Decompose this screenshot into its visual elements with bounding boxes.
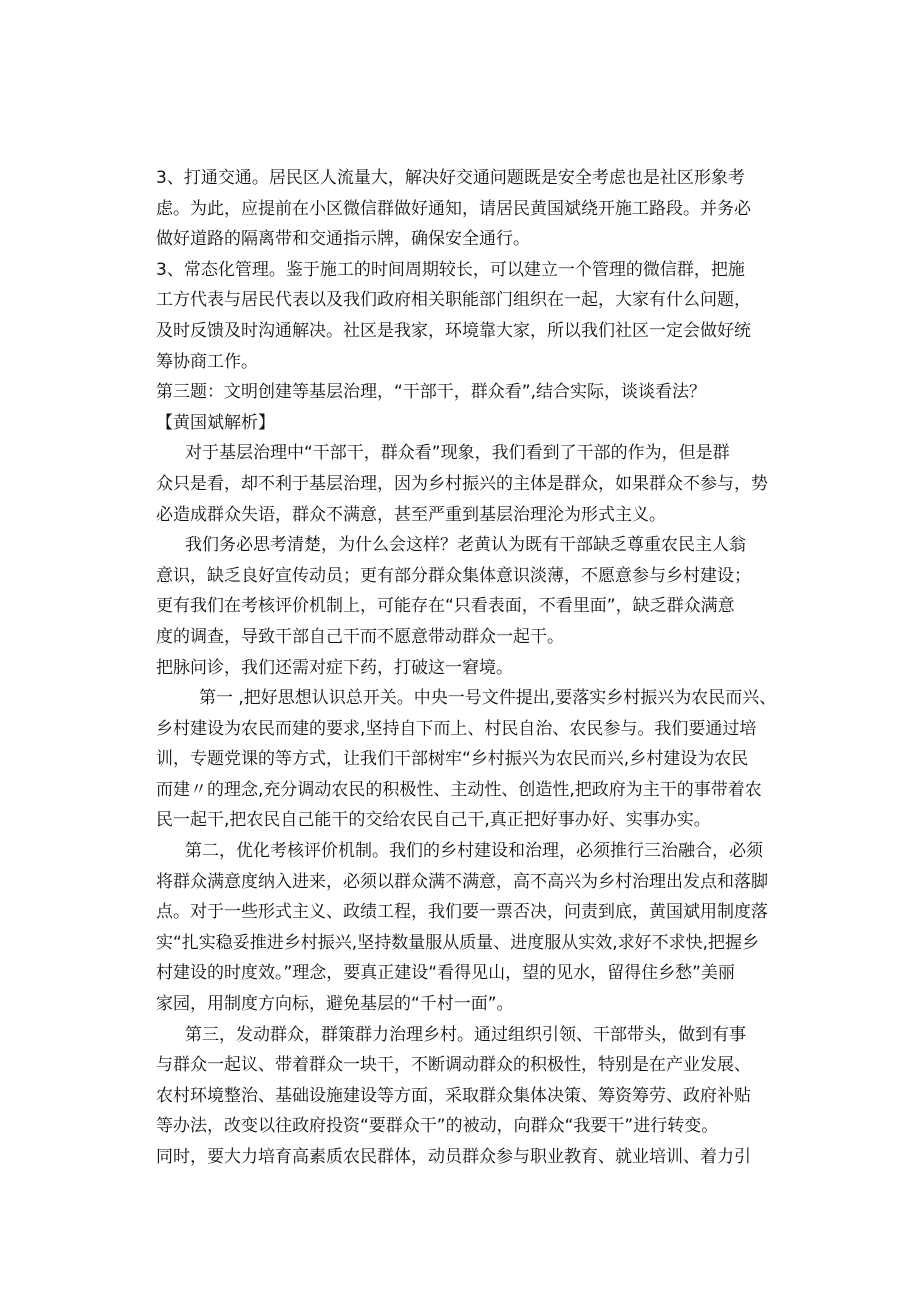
text-line: 3、打通交通。居民区人流量大，解决好交通问题既是安全考虑也是社区形象考 — [156, 168, 745, 188]
text-line: 乡村建设为农民而建的要求,坚持自下而上、村民自治、农民参与。我们要通过培 — [156, 718, 757, 739]
text-line: 训，专题党课的等方式，让我们干部树牢“乡村振兴为农民而兴,乡村建设为农民 — [156, 749, 749, 770]
text-line: 第二，优化考核评价机制。我们的乡村建设和治理，必须推行三治融合，必须 — [185, 841, 763, 862]
text-line: 3、常态化管理。鉴于施工的时间周期较长，可以建立一个管理的微信群，把施 — [156, 259, 745, 280]
question-heading: 第三题：文明创建等基层治理，“干部干，群众看”,结合实际，谈谈看法？ — [156, 382, 707, 403]
text-line: 村建设的时度效。”理念，要真正建设“看得见山，望的见水，留得住乡愁”美丽 — [156, 963, 735, 984]
text-line: 意识，缺乏良好宣传动员；更有部分群众集体意识淡薄，不愿意参与乡村建设； — [156, 565, 751, 586]
text-line: 农村环境整治、基础设施建设等方面，采取群众集体决策、筹资筹劳、政府补贴 — [156, 1085, 751, 1106]
text-line: 度的调查，导致干部自己干而不愿意带动群众一起干。 — [156, 626, 564, 647]
text-line: 而建〃的理念,充分调动农民的积极性、主动性、创造性,把政府为主干的事带着农 — [156, 779, 762, 800]
text-line: 虑。为此，应提前在小区微信群做好通知，请居民黄国斌绕开施工路段。并务必 — [156, 198, 751, 219]
text-line: 民一起干,把农民自己能干的交给农民自己干,真正把好事办好、实事办实。 — [156, 810, 711, 831]
text-line: 更有我们在考核评价机制上，可能存在“只看表面，不看里面”，缺乏群众满意 — [156, 596, 735, 617]
analysis-label: 【黄国斌解析】 — [156, 412, 275, 433]
text-line: 对于基层治理中“干部干，群众看”现象，我们看到了干部的作为，但是群 — [185, 443, 730, 464]
text-line: 点。对于一些形式主义、政绩工程，我们要一票否决，问责到底，黄国斌用制度落 — [156, 902, 768, 923]
text-line: 工方代表与居民代表以及我们政府相关职能部门组织在一起，大家有什么问题， — [156, 290, 751, 311]
text-line: 第一 ,把好思想认识总开关。中央一号文件提出,要落实乡村振兴为农民而兴、 — [199, 688, 777, 709]
text-line: 我们务必思考清楚，为什么会这样？老黄认为既有干部缺乏尊重农民主人翁 — [185, 535, 746, 556]
text-line: 第三，发动群众，群策群力治理乡村。通过组织引领、干部带头，做到有事 — [185, 1024, 746, 1045]
document-body — [156, 163, 776, 1173]
text-line: 必造成群众失语，群众不满意，甚至严重到基层治理沦为形式主义。 — [156, 504, 666, 525]
text-line: 与群众一起议、带着群众一块干，不断调动群众的积极性，特别是在产业发展、 — [156, 1055, 751, 1076]
text-line: 筹协商工作。 — [156, 351, 258, 372]
text-line: 将群众满意度纳入进来，必须以群众满不满意，高不高兴为乡村治理出发点和落脚 — [156, 871, 768, 892]
text-line: 做好道路的隔离带和交通指示牌，确保安全通行。 — [156, 229, 530, 250]
text-line: 等办法，改变以往政府投资“要群众干”的被动，向群众“我要干”进行转变。 — [156, 1116, 719, 1137]
text-line: 众只是看，却不利于基层治理，因为乡村振兴的主体是群众，如果群众不参与，势 — [156, 473, 768, 494]
text-line: 实“扎实稳妥推进乡村振兴,坚持数量服从质量、进度服从实效,求好不求快,把握乡 — [156, 932, 760, 953]
text-line: 及时反馈及时沟通解决。社区是我家，环境靠大家，所以我们社区一定会做好统 — [156, 320, 751, 341]
text-line: 把脉问诊，我们还需对症下药，打破这一窘境。 — [156, 657, 513, 678]
text-line: 同时，要大力培育高素质农民群体，动员群众参与职业教育、就业培训、着力引 — [156, 1147, 751, 1167]
text-line: 家园，用制度方向标，避免基层的“千村一面”。 — [156, 994, 514, 1015]
